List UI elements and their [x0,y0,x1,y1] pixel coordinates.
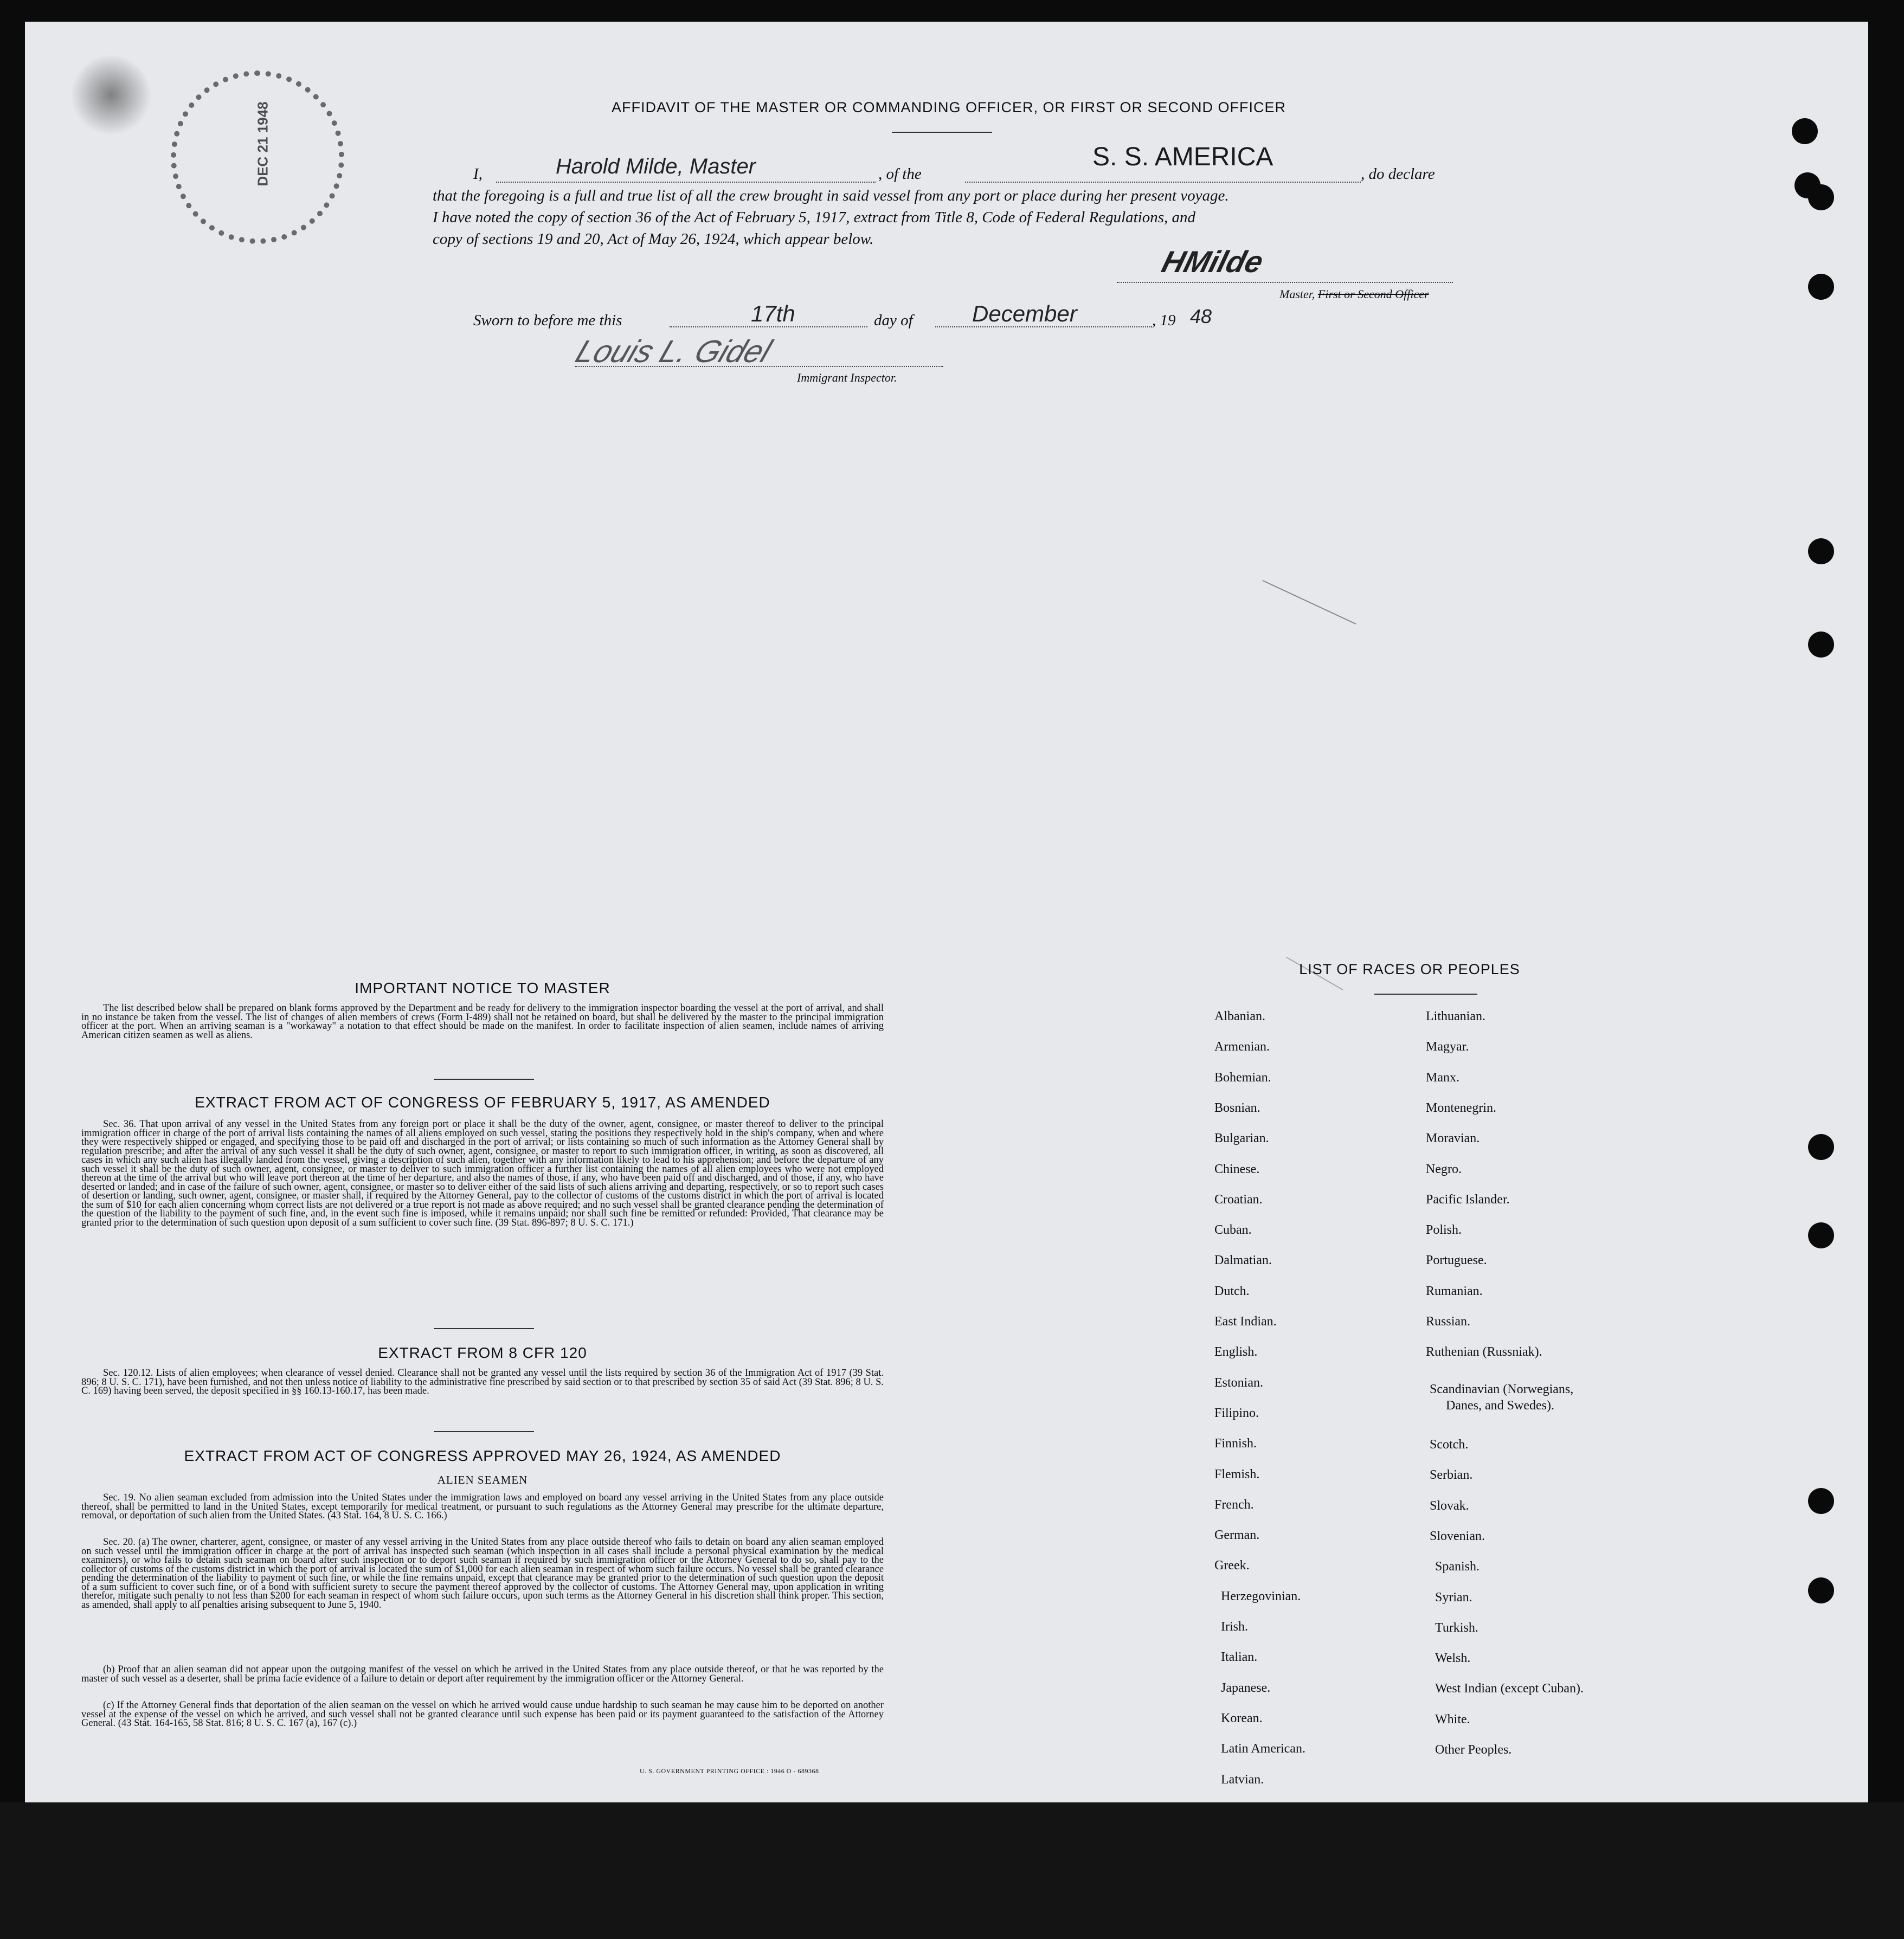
sec19-text: Sec. 19. No alien seaman excluded from admission into the United States under the immigration laws and employed on board any vessel arriving in the United States from any place outside thereof, shall be permitted to land in the United States, except temporarily for medical treatment, or pursuant to such regulations as the Attorney General may prescribe for the ultimate departure, removal, or deportation of such alien from the United States. (43 Stat. 164, 8 U. S. C. 166.) [81,1492,884,1521]
year-prefix: , 19 [1152,312,1176,329]
binder-hole [1808,1577,1834,1603]
race-item: White. [1435,1712,1470,1727]
race-item: Negro. [1426,1162,1462,1176]
date-stamp [171,70,344,244]
extract-1917-title: EXTRACT FROM ACT OF CONGRESS OF FEBRUARY 5, 1917, AS AMENDED [195,1094,770,1111]
binder-hole [1808,538,1834,564]
race-item: Flemish. [1214,1467,1260,1481]
race-item: French. [1214,1497,1254,1512]
extract-8cfr-text: Sec. 120.12. Lists of alien employees; when clearance of vessel denied. Clearance shall not be granted any vessel until the lists required by section 36 of the Immigration Act of 1917 (39 Stat. 896; 8 U. S. C. 171), have been furnished, and not then unless notice of liability to the administrative fine prescribed by said section or to that prescribed by section 35 of said Act (39 Stat. 896; 8 U. S. C. 169) having been served, the deposit specified in §§ 160.13-160.17, has been made. [81,1368,884,1396]
race-item: Estonian. [1214,1375,1263,1390]
race-item: Other Peoples. [1435,1743,1512,1757]
race-item: Irish. [1221,1620,1248,1634]
race-item: Albanian. [1214,1009,1265,1023]
of-the-text: , of the [878,165,922,183]
race-item: Filipino. [1214,1406,1259,1420]
binder-hole [1808,1222,1834,1248]
signer-label-master: Master, [1279,287,1315,301]
section-rule [434,1079,534,1080]
race-item: Cuban. [1214,1223,1252,1238]
race-item: West Indian (except Cuban). [1435,1682,1584,1696]
master-signature: HMilde [1158,244,1268,279]
race-item: Polish. [1426,1223,1462,1238]
race-item: Bosnian. [1214,1100,1260,1115]
binder-hole [1808,1488,1834,1514]
section-rule [434,1431,534,1432]
race-item: Montenegrin. [1426,1100,1496,1115]
race-item-scandinavian-cont: Danes, and Swedes). [1446,1399,1554,1413]
year-fill: 48 [1190,305,1212,327]
vessel-name-fill: S. S. AMERICA [1092,143,1273,171]
race-item: Ruthenian (Russniak). [1426,1345,1542,1360]
race-item: Moravian. [1426,1131,1480,1146]
race-item: East Indian. [1214,1315,1277,1329]
title-rule [892,132,992,133]
race-item: Serbian. [1430,1468,1473,1483]
extract-1924-title: EXTRACT FROM ACT OF CONGRESS APPROVED MAY 26, 1924, AS AMENDED [184,1447,781,1464]
signer-label-struck: First or Second Officer [1317,287,1429,301]
race-item: Rumanian. [1426,1284,1483,1298]
race-item: Pacific Islander. [1426,1192,1510,1207]
vessel-line [965,182,1361,183]
race-item: Herzegovinian. [1221,1589,1301,1603]
sec20b-text: (b) Proof that an alien seaman did not appear upon the outgoing manifest of the vessel on which he arrived in the United States from any place outside thereof, or that he was reported by the master of such vessel as a deserter, shall be prima facie evidence of a failure to detain or deport after requirement by the immigration officer or the Attorney General. [81,1664,884,1684]
do-declare-text: , do declare [1361,165,1435,183]
races-title-rule [1374,994,1477,995]
declaration-line-4: copy of sections 19 and 20, Act of May 26, 1924, which appear below. [433,230,874,248]
race-item: Korean. [1221,1711,1263,1725]
race-item: German. [1214,1528,1260,1543]
master-name-fill: Harold Milde, Master [556,154,756,178]
race-item: Latvian. [1221,1772,1264,1787]
race-item: Turkish. [1435,1620,1478,1635]
stamp-date-text: DEC 21 1948 [254,101,271,186]
race-item: Slovak. [1430,1498,1469,1513]
race-item: Croatian. [1214,1192,1263,1207]
section-rule [434,1328,534,1329]
race-item: Latin American. [1221,1742,1305,1756]
race-item: Spanish. [1435,1560,1480,1574]
binder-hole [1808,1134,1834,1160]
race-item: Russian. [1426,1315,1471,1329]
signer-label [1279,283,1429,306]
inspector-label: Immigrant Inspector. [797,371,897,384]
binder-hole [1808,274,1834,300]
binder-hole [1808,632,1834,658]
race-item: Slovenian. [1430,1529,1485,1543]
race-item: Magyar. [1426,1040,1469,1054]
day-fill: 17th [751,301,795,326]
race-item: Finnish. [1214,1436,1257,1451]
race-item: Italian. [1221,1650,1258,1665]
scan-border [0,1802,1904,1939]
race-item: Japanese. [1221,1680,1271,1695]
alien-seamen-subtitle: ALIEN SEAMEN [437,1473,528,1486]
race-item: Armenian. [1214,1040,1270,1054]
race-item: English. [1214,1345,1258,1360]
race-item-scandinavian: Scandinavian (Norwegians, [1430,1382,1574,1396]
day-of-text: day of [874,312,913,329]
notice-title: IMPORTANT NOTICE TO MASTER [355,980,610,996]
extract-8cfr-title: EXTRACT FROM 8 CFR 120 [378,1344,587,1361]
manifest-page [25,22,1868,1802]
binder-hole [1808,184,1834,210]
race-item: Chinese. [1214,1162,1260,1176]
race-item: Manx. [1426,1070,1459,1085]
race-item: Bohemian. [1214,1070,1271,1085]
race-item: Bulgarian. [1214,1131,1269,1146]
race-item: Greek. [1214,1558,1250,1573]
printer-line: U. S. GOVERNMENT PRINTING OFFICE : 1946 O - 689368 [640,1767,819,1775]
month-fill: December [972,301,1077,326]
race-item: Dutch. [1214,1284,1250,1298]
declaration-line-2: that the foregoing is a full and true list of all the crew brought in said vessel from any port or place during her present voyage. [433,187,1229,204]
sec20a-text: Sec. 20. (a) The owner, charterer, agent, consignee, or master of any vessel arriving in the United States from any place outside thereof who fails to detain on board any alien seaman employed on such vessel until the immigration officer in charge at the port of arrival has inspected such seaman (which inspection in all cases shall include a personal physical examination by the medical examiners), or who fails to detain such seaman on board after such inspection or to deport such seaman if required by such immigration officer or the Attorney General to do so, shall pay to the collector of customs of the customs district in which the port of arrival is located the sum of $1,000 for each alien seaman in respect of whom such failure occurs. No vessel shall be granted clearance pending the determination of the liability to payment of such fine, or while the fine remains unpaid, except that clearance may be granted prior to the determination of such question upon the deposit of a sum sufficient to cover such fine, or of a bond with sufficient surety to secure the payment thereof approved by the collector of customs. The Attorney General may, upon application in writing therefor, mitigate such penalty to not less than $200 for each seaman in respect of whom such failure occurs, upon such terms as the Attorney General in his discretion shall think proper. This section, as amended, shall apply to all penalties arising subsequent to June 5, 1940. [81,1537,884,1611]
binder-hole [1792,118,1818,144]
races-title: LIST OF RACES OR PEOPLES [1299,961,1520,977]
extract-1917-text: Sec. 36. That upon arrival of any vessel in the United States from any foreign port or place it shall be the duty of the owner, agent, consignee, or master thereof to deliver to the principal immigration officer in charge of the port of arrival lists containing the names of all aliens employed on such vessel, stating the positions they respectively hold in the ship's company, when and where they were respectively shipped or engaged, and specifying those to be paid off and discharged in the port of arrival; or lists containing so much of such information as the Attorney General shall by regulation prescribe; and after the arrival of any such vessel it shall be the duty of such owner, agent, consignee, or master to report to such immigration officer, in writing, as soon as discovered, all cases in which any such alien has illegally landed from the vessel, giving a description of such alien, together with any information likely to lead to his apprehension; and before the departure of any such vessel it shall be the duty of such owner, agent, consignee, or master to deliver to such immigration officer a further list containing the names of all alien employees who were not employed thereon at the time of the arrival but who will leave port thereon at the time of her departure, and also the names of those, if any, who have been paid off and discharged, and of those, if any, who have deserted or landed; and in case of the failure of such owner, agent, consignee, or master so to deliver either of the said lists of such aliens arriving and departing, respectively, or so to report such cases of desertion or landing, such owner, agent, consignee, or master shall, if required by the Attorney General, pay to the collector of customs of the customs district in which the port of arrival is located the sum of $10 for each alien concerning whom correct lists are not delivered or a true report is not made as above required; and no such vessel shall be granted clearance pending the determination of the question of the liability to the payment of such fine, and, in the event such fine is imposed, while it remains unpaid; nor shall such fine be remitted or refunded: Provided, That clearance may be granted prior to the determination of such question upon deposit of a sum sufficient to cover such fine. (39 Stat. 896-897; 8 U. S. C. 171.) [81,1119,884,1228]
race-item: Dalmatian. [1214,1253,1272,1268]
notice-text: The list described below shall be prepared on blank forms approved by the Department and be ready for delivery to the immigration inspector boarding the vessel at the port of arrival, and shall in no instance be taken from the vessel. The list of changes of alien members of crews (Form I-489) shall not be retained on board, but shall be delivered by the master to the principal immigration officer at the port. When an arriving seaman is a "workaway" a notation to that effect should be made on the manifest. In order to facilitate inspection of alien seamen, include names of arriving American citizen seamen as well as aliens. [81,1003,884,1041]
declaration-line-3: I have noted the copy of section 36 of the Act of February 5, 1917, extract from Title 8, Code of Federal Regulations, and [433,209,1196,226]
race-item: Scotch. [1430,1438,1469,1452]
name-line [496,182,876,183]
race-item: Portuguese. [1426,1253,1487,1268]
inspector-signature: Louis L. Gidel [571,334,776,369]
sworn-prefix: Sworn to before me this [473,312,622,329]
race-item: Syrian. [1435,1590,1472,1605]
race-item: Welsh. [1435,1651,1471,1666]
affidavit-title: AFFIDAVIT OF THE MASTER OR COMMANDING OFFICER, OR FIRST OR SECOND OFFICER [611,99,1287,115]
sec20c-text: (c) If the Attorney General finds that deportation of the alien seaman on the vessel on which he arrived would cause undue hardship to such seaman he may cause him to be deported on another vessel at the expense of the vessel on which he arrived, and such vessel shall not be granted clearance until such expense has been paid or its payment guaranteed to the satisfaction of the Attorney General. (43 Stat. 164-165, 58 Stat. 816; 8 U. S. C. 167 (a), 167 (c).) [81,1700,884,1729]
lead-in: I, [473,165,483,183]
race-item: Lithuanian. [1426,1009,1485,1023]
